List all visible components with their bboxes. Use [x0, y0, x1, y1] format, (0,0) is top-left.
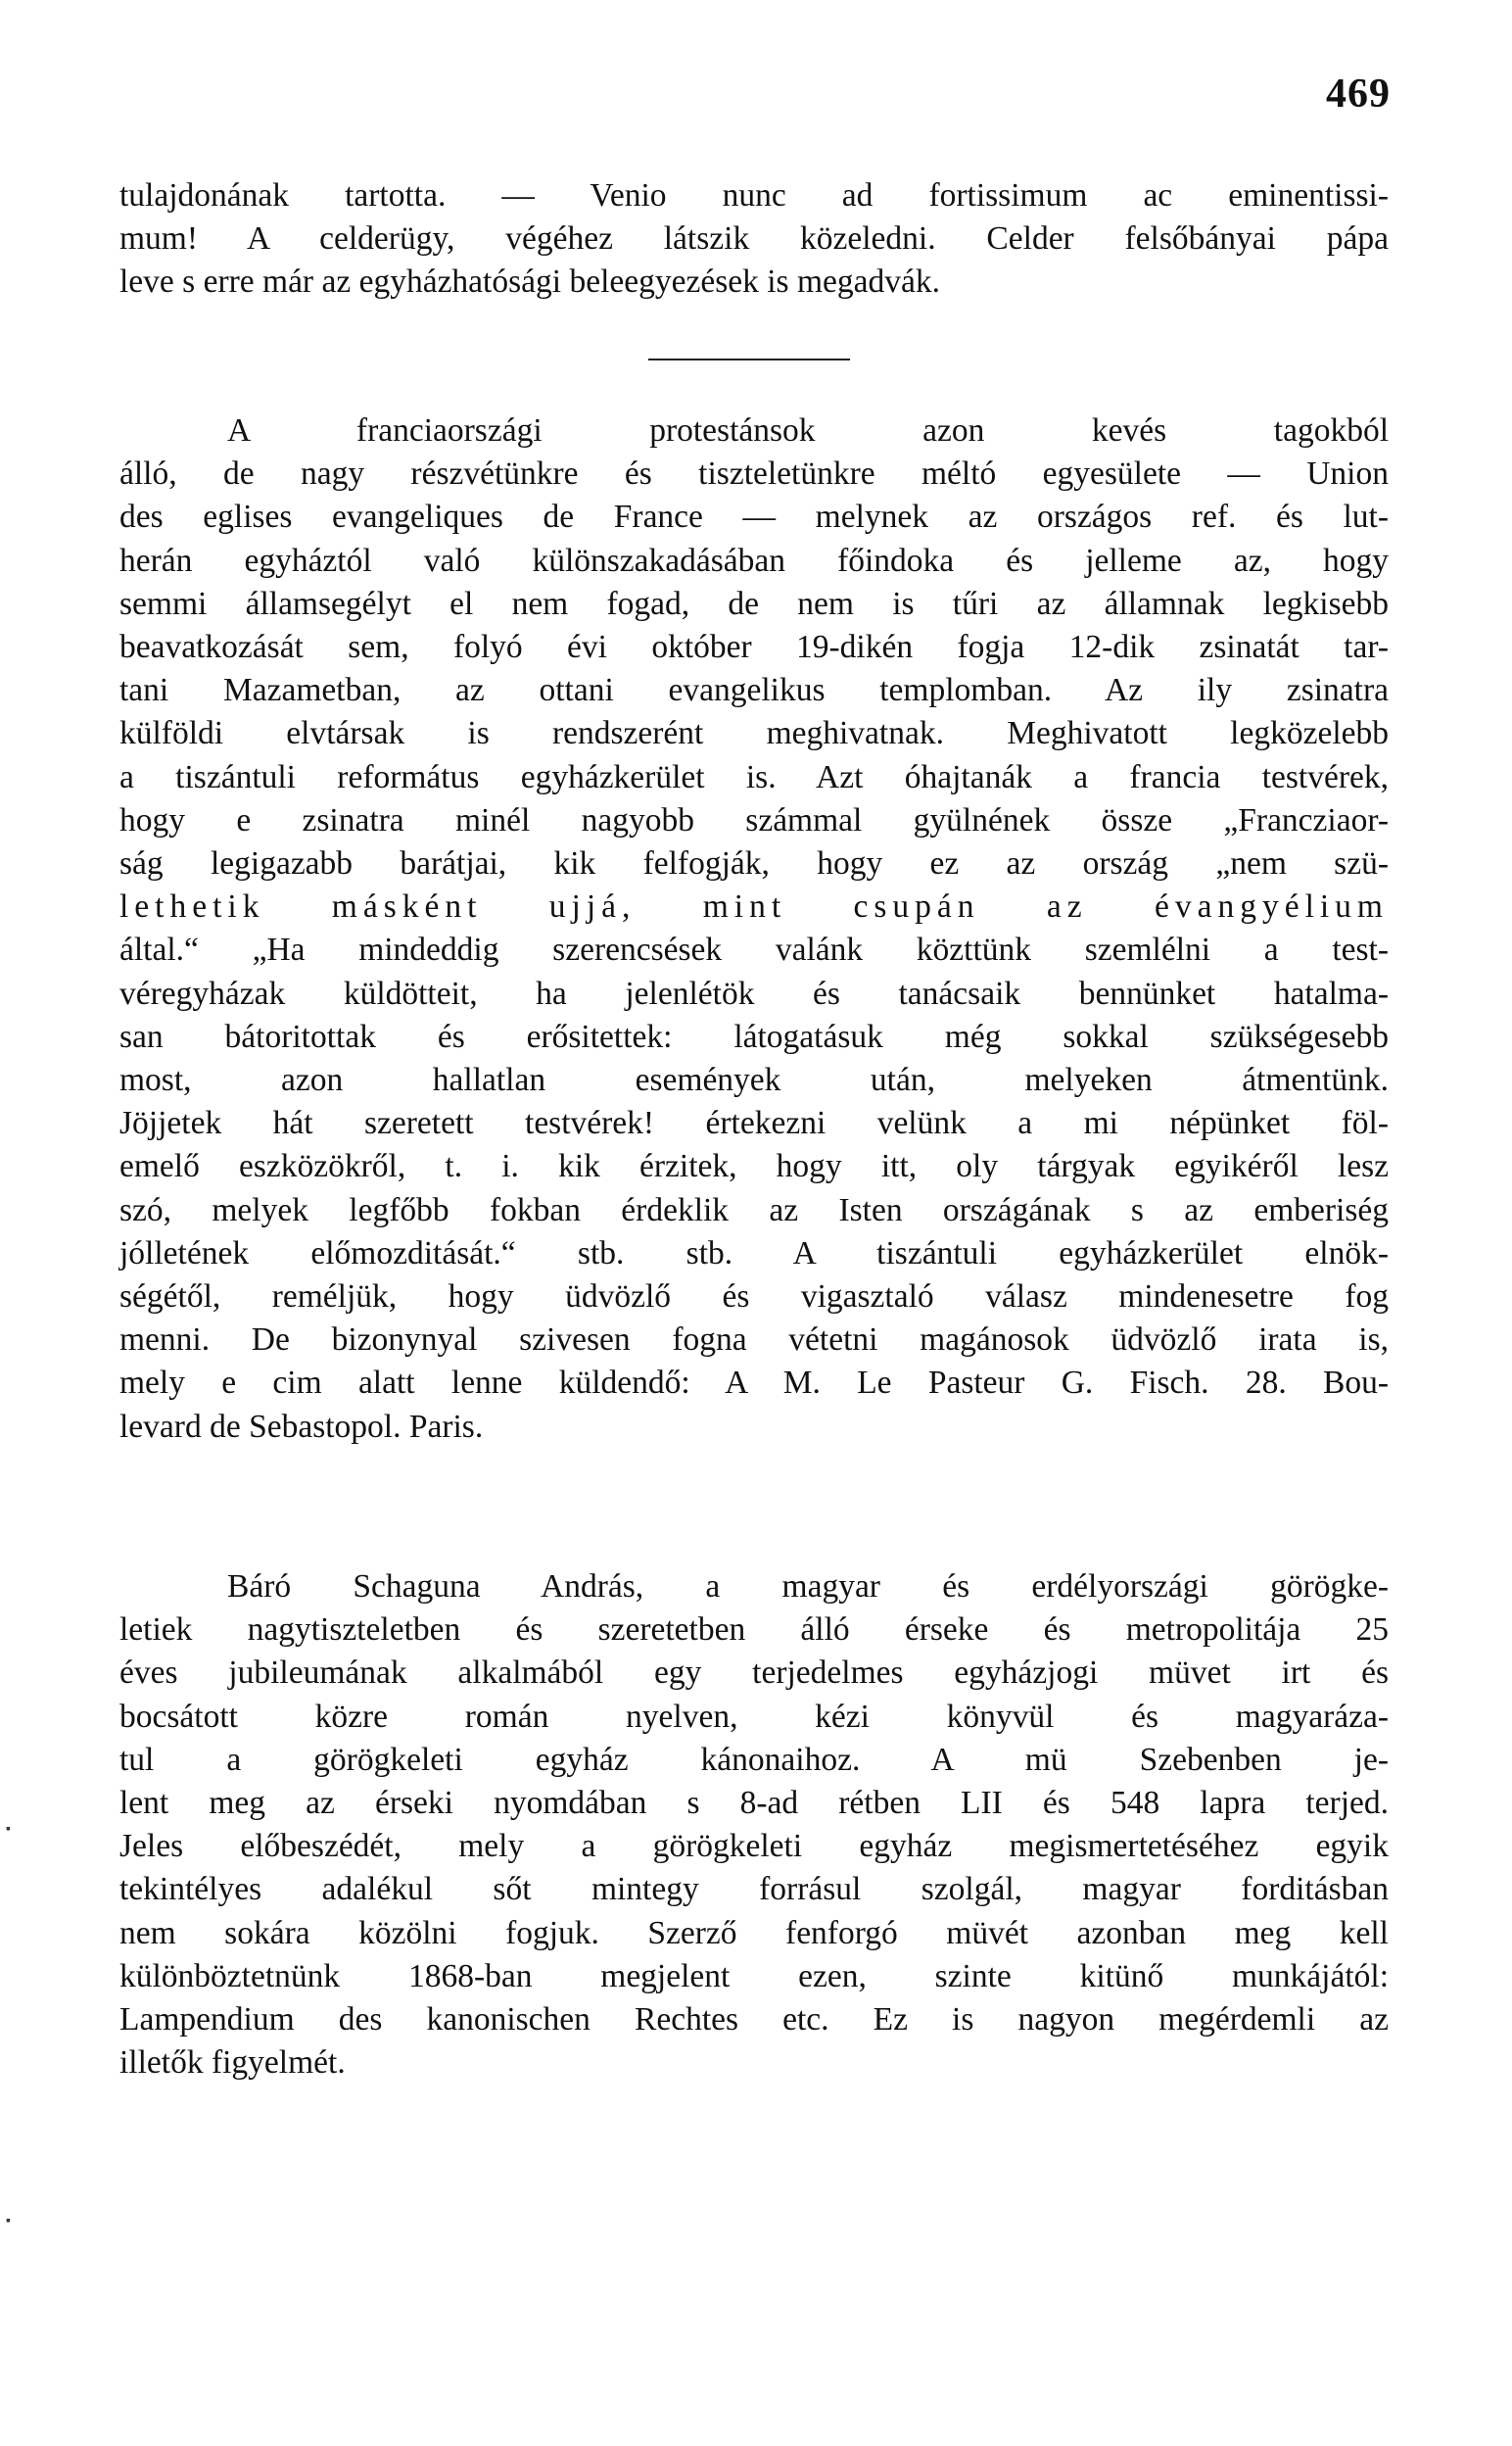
- text-line: levard de Sebastopol. Paris.: [119, 1408, 484, 1445]
- text-line: szó, melyek legfőbb fokban érdeklik az Isten országának s az emberiség: [119, 1191, 1389, 1228]
- text-line: herán egyháztól való különszakadásában főindoka és jelleme az, hogy: [119, 542, 1389, 579]
- text-line: Jöjjetek hát szeretett testvérek! értekezni velünk a mi népünket föl-: [119, 1105, 1389, 1142]
- text-line: tulajdonának tartotta. — Venio nunc ad fortissimum ac eminentissi-: [119, 177, 1389, 214]
- text-line: beavatkozását sem, folyó évi október 19-dikén fogja 12-dik zsinatát tar-: [119, 629, 1389, 666]
- text-line: lethetik másként ujjá, mint csupán az évangyélium: [119, 888, 1389, 926]
- text-line: tani Mazametban, az ottani evangelikus templomban. Az ily zsinatra: [119, 672, 1389, 709]
- text-line: éves jubileumának alkalmából egy terjedelmes egyházjogi müvet irt és: [119, 1655, 1389, 1692]
- section-divider: [648, 359, 850, 360]
- text-line: emelő eszközökről, t. i. kik érzitek, hogy itt, oly tárgyak egyikéről lesz: [119, 1148, 1389, 1185]
- text-line: tul a görögkeleti egyház kánonaihoz. A mü Szebenben je-: [119, 1741, 1389, 1778]
- page-number: 469: [1326, 72, 1391, 117]
- text-line: Lampendium des kanonischen Rechtes etc. Ez is nagyon megérdemli az: [119, 2001, 1389, 2038]
- text-line: által.“ „Ha mindeddig szerencsések valánk közttünk szemlélni a test-: [119, 932, 1389, 969]
- text-line: álló, de nagy részvétünkre és tiszteletünkre méltó egyesülete — Union: [119, 456, 1389, 493]
- text-line: tekintélyes adalékul sőt mintegy forrásul szolgál, magyar forditásban: [119, 1871, 1389, 1908]
- text-line: most, azon hallatlan események után, melyeken átmentünk.: [119, 1062, 1389, 1099]
- text-line: a tiszántuli református egyházkerület is. Azt óhajtanák a francia testvérek,: [119, 758, 1389, 795]
- text-line: Báró Schaguna András, a magyar és erdélyországi görögke-: [227, 1568, 1389, 1605]
- text-line: külföldi elvtársak is rendszerént meghivatnak. Meghivatott legközelebb: [119, 715, 1389, 752]
- text-line: bocsátott közre román nyelven, kézi könyvül és magyaráza-: [119, 1698, 1389, 1735]
- text-line: ségétől, reméljük, hogy üdvözlő és vigasztaló válasz mindenesetre fog: [119, 1278, 1389, 1316]
- paragraph-continuation: [119, 174, 1389, 305]
- paragraph-protestants: [119, 409, 1389, 1449]
- text-line: mely e cim alatt lenne küldendő: A M. Le Pasteur G. Fisch. 28. Bou-: [119, 1365, 1389, 1402]
- text-line: des eglises evangeliques de France — melynek az országos ref. és lut-: [119, 499, 1389, 536]
- text-line: lent meg az érseki nyomdában s 8-ad rétben LII és 548 lapra terjed.: [119, 1785, 1389, 1822]
- text-line: semmi államsegélyt el nem fogad, de nem is tűri az államnak legkisebb: [119, 585, 1389, 622]
- text-line: menni. De bizonynyal szivesen fogna vétetni magánosok üdvözlő irata is,: [119, 1321, 1389, 1359]
- text-line: véregyházak küldötteit, ha jelenlétök és tanácsaik bennünket hatalma-: [119, 975, 1389, 1012]
- text-line: nem sokára közölni fogjuk. Szerző fenforgó müvét azonban meg kell: [119, 1914, 1389, 1951]
- margin-speck: ▪: [6, 1822, 11, 1837]
- text-line: Jeles előbeszédét, mely a görögkeleti egyház megismertetéséhez egyik: [119, 1828, 1389, 1865]
- text-line: A franciaországi protestánsok azon kevés tagokból: [227, 412, 1389, 449]
- text-line: jólletének előmozditását.“ stb. stb. A tiszántuli egyházkerület elnök-: [119, 1234, 1389, 1271]
- text-line: illetők figyelmét.: [119, 2044, 346, 2082]
- text-line: különböztetnünk 1868-ban megjelent ezen, szinte kitünő munkájától:: [119, 1957, 1389, 1994]
- text-line: san bátoritottak és erősitettek: látogatásuk még sokkal szükségesebb: [119, 1018, 1389, 1055]
- paragraph-schaguna: [119, 1565, 1389, 2085]
- text-line: ság legigazabb barátjai, kik felfogják, hogy ez az ország „nem szü-: [119, 845, 1389, 883]
- text-line: leve s erre már az egyházhatósági beleegyezések is megadvák.: [119, 264, 941, 301]
- text-line: hogy e zsinatra minél nagyobb számmal gyülnének össze „Francziaor-: [119, 801, 1389, 839]
- margin-speck: ▪: [6, 2214, 11, 2229]
- text-line: letiek nagytiszteletben és szeretetben álló érseke és metropolitája 25: [119, 1611, 1389, 1649]
- text-line: mum! A celderügy, végéhez látszik közeledni. Celder felsőbányai pápa: [119, 220, 1389, 258]
